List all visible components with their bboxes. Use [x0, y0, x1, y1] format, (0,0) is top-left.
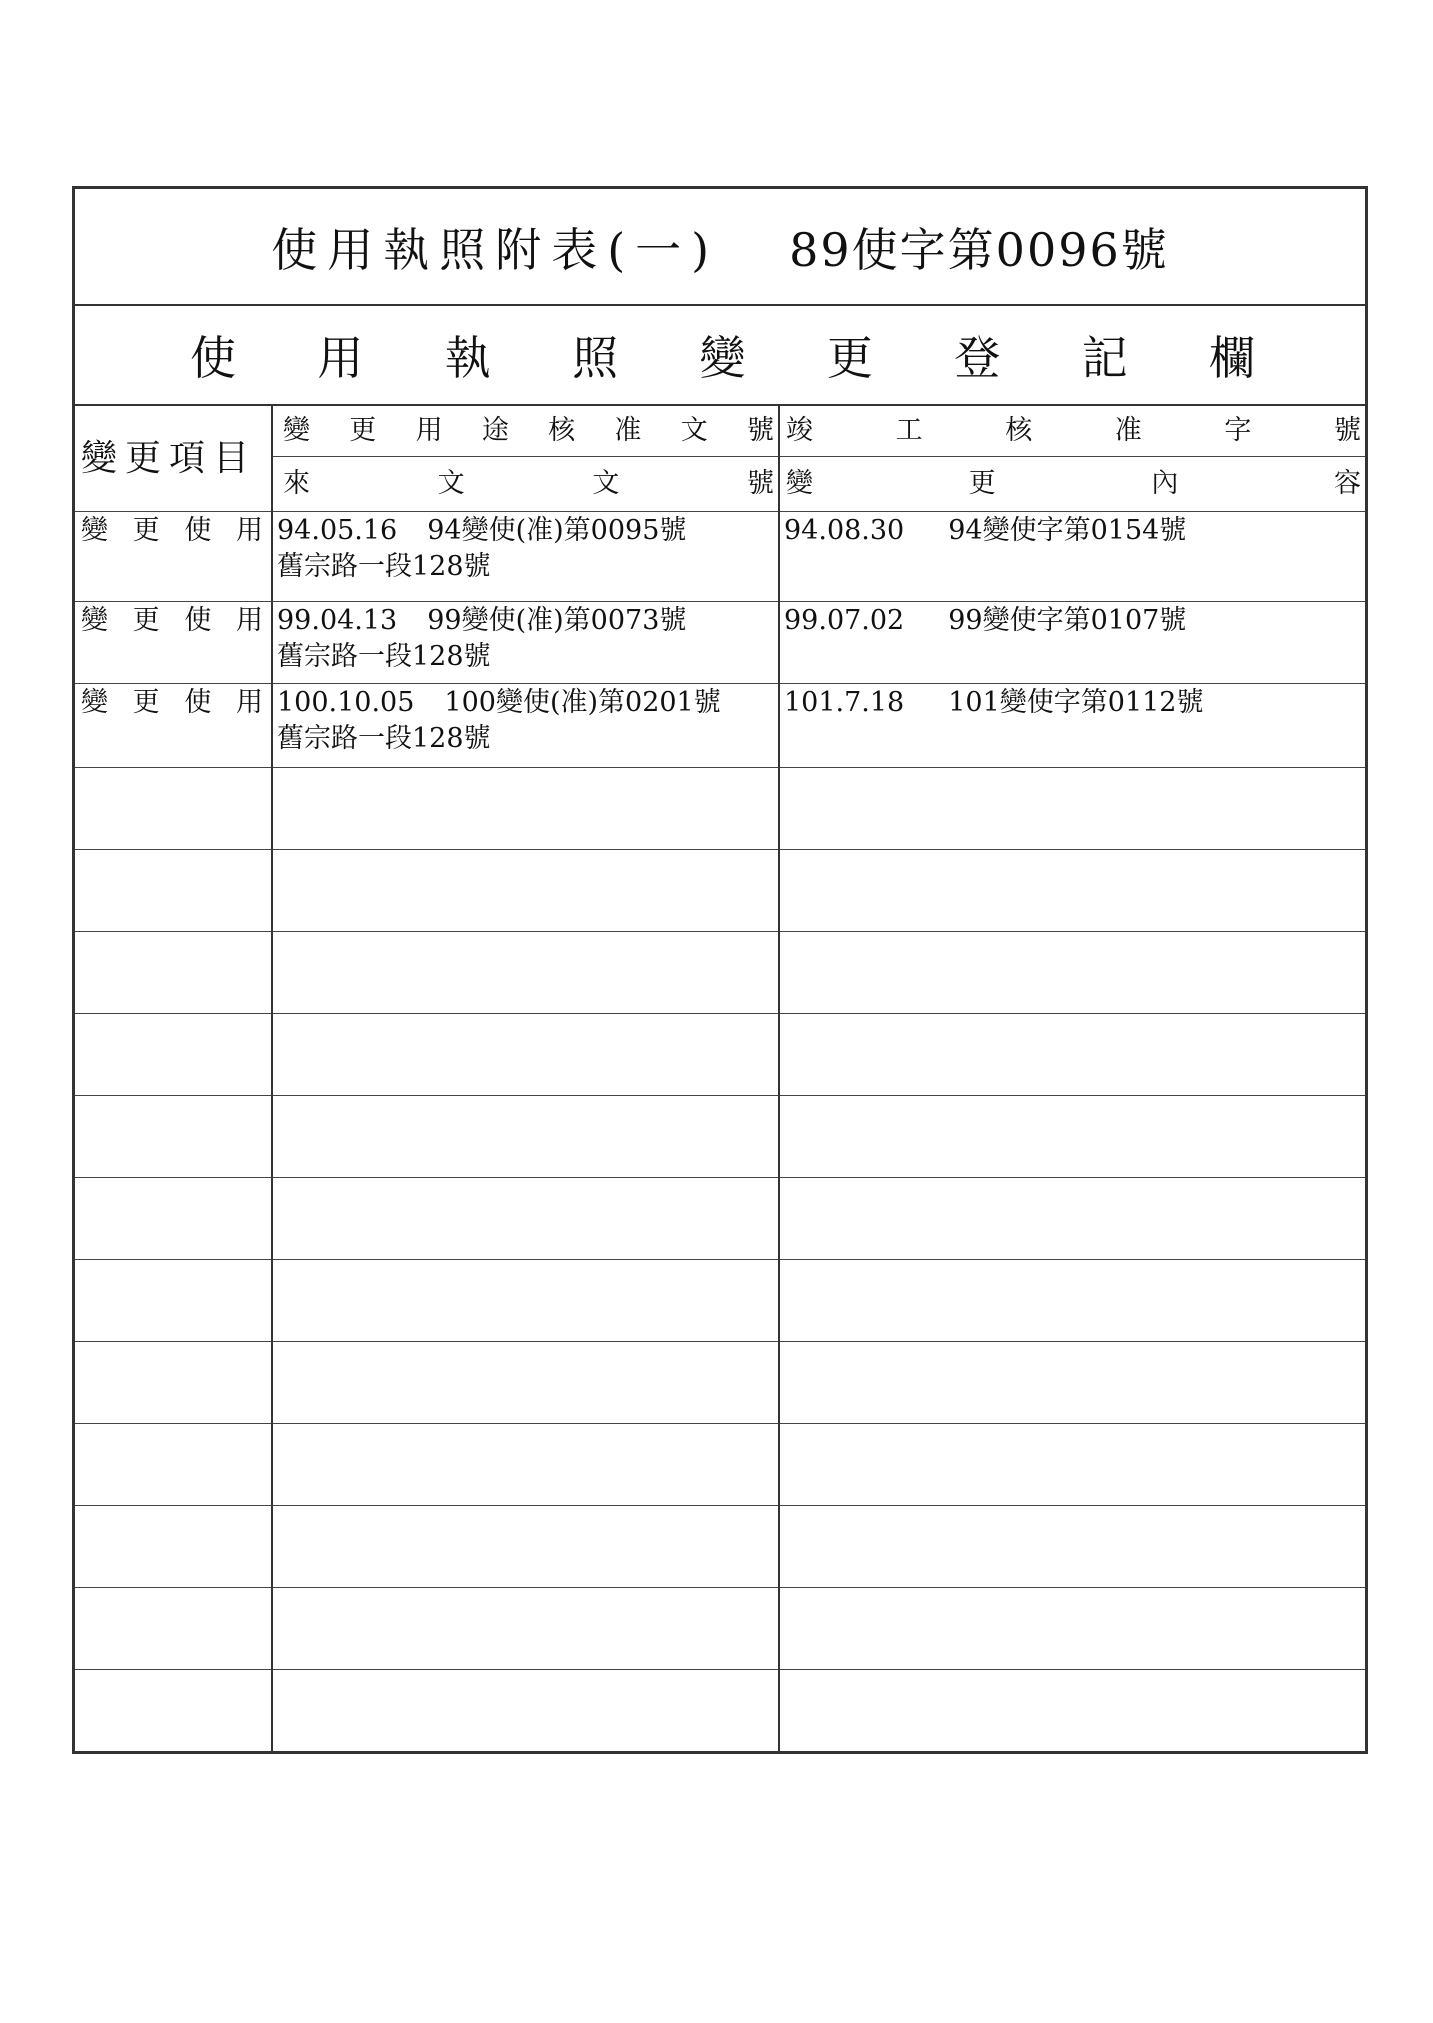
- approval-date: 94.05.16: [277, 515, 398, 546]
- header-approval-no-char: 核: [548, 415, 576, 446]
- completion-date: 101.7.18: [784, 687, 905, 718]
- row-change-item-char: 更: [132, 605, 160, 636]
- header-incoming-no-char: 來: [283, 467, 310, 499]
- row-change-item-char: 使: [184, 687, 212, 718]
- row-line: [75, 683, 1365, 684]
- header-completion-no-char: 准: [1114, 415, 1142, 446]
- header-completion-no-char: 竣: [786, 415, 813, 446]
- header-change-content-char: 更: [968, 467, 996, 499]
- header-approval-no-char: 准: [614, 415, 642, 446]
- header-change-content: [786, 456, 1361, 511]
- empty-row-line: [75, 1095, 1365, 1096]
- row-completion: [784, 685, 1361, 721]
- header-approval-no: [283, 406, 774, 456]
- subtitle-char: 變: [699, 331, 746, 385]
- subtitle-char: 執: [444, 331, 491, 385]
- approval-number: 94變使(准)第0095號: [427, 515, 687, 546]
- subtitle-char: 登: [954, 331, 1001, 385]
- empty-row-line: [75, 931, 1365, 932]
- empty-row-line: [75, 1587, 1365, 1588]
- column-divider-1: [271, 406, 273, 1751]
- empty-row-line: [75, 1013, 1365, 1014]
- header-mid-line: [271, 456, 1365, 457]
- header-incoming-no-char: 文: [592, 467, 620, 499]
- header-approval-no-char: 文: [680, 415, 708, 446]
- subtitle-char: 記: [1081, 331, 1128, 385]
- subtitle-char: 更: [826, 331, 873, 385]
- header-approval-no-char: 變: [283, 415, 310, 446]
- header-change-content-char: 容: [1333, 467, 1361, 499]
- subtitle-char: 照: [572, 331, 619, 385]
- row-line: [75, 767, 1365, 768]
- row-approval: [277, 603, 774, 675]
- header-approval-no-char: 途: [481, 415, 509, 446]
- row-change-item-char: 使: [184, 605, 212, 636]
- header-incoming-no: [283, 456, 774, 511]
- approval-address: 舊宗路一段128號: [277, 723, 491, 754]
- empty-row-line: [75, 1341, 1365, 1342]
- header-change-content-char: 變: [786, 467, 813, 499]
- header-incoming-no-char: 文: [437, 467, 465, 499]
- approval-address: 舊宗路一段128號: [277, 641, 491, 672]
- completion-number: 94變使字第0154號: [948, 515, 1187, 546]
- subtitle-char: 欄: [1209, 331, 1255, 385]
- completion-number: 99變使字第0107號: [948, 605, 1187, 636]
- approval-address: 舊宗路一段128號: [277, 551, 491, 582]
- completion-date: 99.07.02: [784, 605, 905, 636]
- row-approval-line: [277, 603, 774, 639]
- header-change-item: 變更項目: [81, 437, 258, 479]
- license-table-frame: [72, 186, 1368, 1754]
- row-change-item: [81, 603, 263, 641]
- header-completion-no: [786, 406, 1361, 456]
- completion-date: 94.08.30: [784, 515, 905, 546]
- approval-date: 100.10.05: [277, 687, 415, 718]
- title-left: 使用執照附表(一): [271, 222, 720, 277]
- approval-number: 99變使(准)第0073號: [427, 605, 687, 636]
- row-completion: [784, 513, 1361, 549]
- row-change-item-char: 用: [235, 605, 263, 636]
- approval-date: 99.04.13: [277, 605, 398, 636]
- header-approval-no-char: 用: [415, 415, 443, 446]
- row-change-item-char: 用: [235, 687, 263, 718]
- subtitle-char: 使: [190, 331, 236, 385]
- row-approval-line: [277, 513, 774, 549]
- row-change-item-char: 使: [184, 515, 212, 546]
- header-change-content-char: 內: [1151, 467, 1179, 499]
- subtitle-char: 用: [317, 331, 364, 385]
- row-change-item-char: 更: [132, 515, 160, 546]
- section-subtitle: [75, 306, 1365, 406]
- document-title: [75, 189, 1365, 306]
- row-change-item-char: 更: [132, 687, 160, 718]
- title-right: 89使字第0096號: [789, 222, 1169, 277]
- row-change-item-char: 變: [81, 687, 108, 718]
- row-completion: [784, 603, 1361, 639]
- empty-row-line: [75, 1177, 1365, 1178]
- row-line: [75, 601, 1365, 602]
- empty-row-line: [75, 1423, 1365, 1424]
- row-change-item-char: 變: [81, 605, 108, 636]
- row-change-item: [81, 685, 263, 723]
- row-approval: [277, 513, 774, 585]
- row-change-item: [81, 513, 263, 551]
- header-completion-no-char: 核: [1005, 415, 1033, 446]
- empty-row-line: [75, 1669, 1365, 1670]
- row-change-item-char: 用: [235, 515, 263, 546]
- header-completion-no-char: 工: [895, 415, 923, 446]
- empty-row-line: [75, 1259, 1365, 1260]
- column-divider-2: [778, 406, 780, 1751]
- header-incoming-no-char: 號: [746, 467, 774, 499]
- header-completion-no-char: 字: [1224, 415, 1252, 446]
- completion-number: 101變使字第0112號: [948, 687, 1204, 718]
- approval-number: 100變使(准)第0201號: [444, 687, 721, 718]
- row-approval-line: [277, 685, 774, 721]
- empty-row-line: [75, 1505, 1365, 1506]
- header-approval-no-char: 更: [349, 415, 377, 446]
- row-line: [75, 511, 1365, 512]
- header-approval-no-char: 號: [746, 415, 774, 446]
- row-approval: [277, 685, 774, 757]
- row-change-item-char: 變: [81, 515, 108, 546]
- empty-row-line: [75, 849, 1365, 850]
- header-completion-no-char: 號: [1333, 415, 1361, 446]
